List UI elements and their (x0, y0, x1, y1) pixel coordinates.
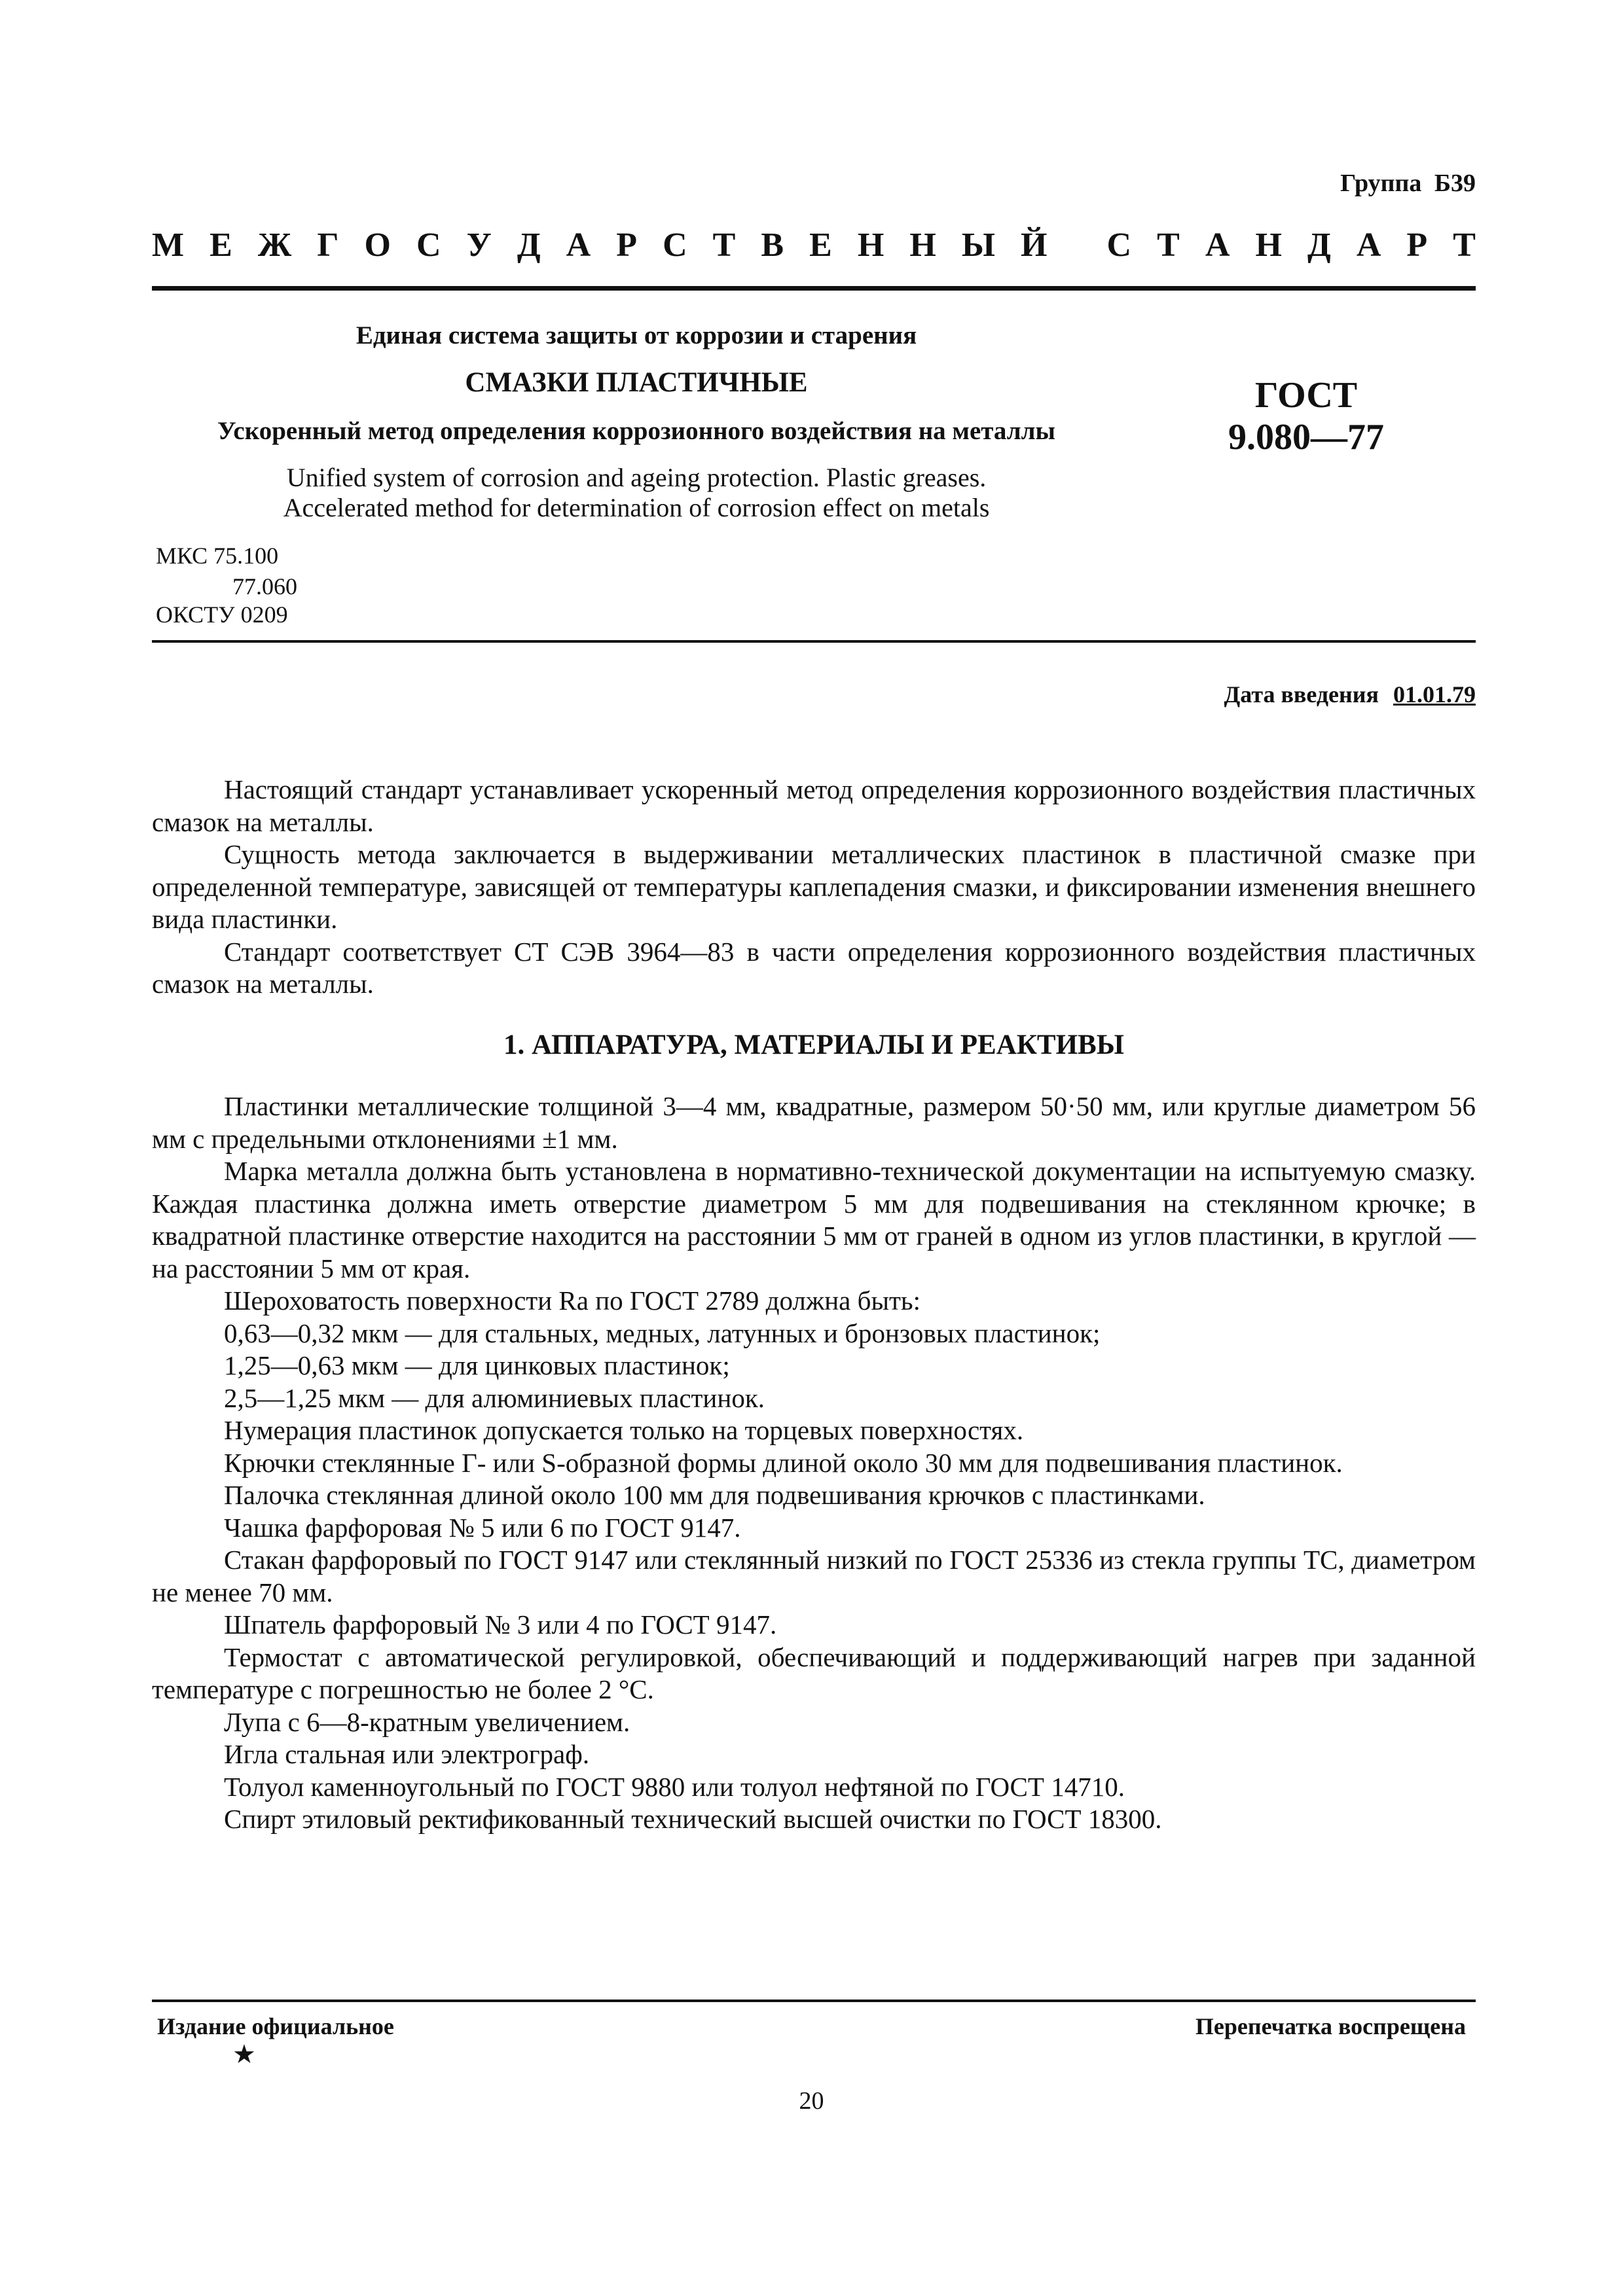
gost-label: ГОСТ (1254, 375, 1358, 416)
banner-letter: Д (1307, 226, 1331, 264)
section-1-body (152, 1090, 1476, 1836)
banner-letter: Г (317, 226, 339, 264)
star-icon: ★ (232, 2039, 256, 2069)
body-paragraph: Шпатель фарфоровый № 3 или 4 по ГОСТ 9147. (224, 1609, 777, 1640)
body-paragraph: Спирт этиловый ректификованный технический высшей очистки по ГОСТ 18300. (224, 1804, 1162, 1835)
banner-letter: Т (712, 226, 736, 264)
top-rule (152, 286, 1476, 291)
section-1-heading: 1. АППАРАТУРА, МАТЕРИАЛЫ И РЕАКТИВЫ (503, 1029, 1124, 1060)
okstu-code: ОКСТУ 0209 (156, 601, 288, 628)
header-bottom-rule (152, 640, 1476, 643)
document-body (152, 774, 1476, 1836)
introduction-date (1224, 681, 1476, 708)
body-paragraph: Крючки стеклянные Г- или S-образной формы длиной около 30 мм для подвешивания пластинок. (224, 1447, 1343, 1478)
body-paragraph: Настоящий стандарт устанавливает ускоренный метод определения коррозионного воздействия пластичных смазок на металлы. (152, 774, 1476, 837)
body-paragraph: Лупа с 6—8-кратным увеличением. (224, 1706, 630, 1737)
banner-letter: В (761, 226, 784, 264)
body-paragraph: Сущность метода заключается в выдерживании металлических пластинок в пластичной смазке при определенной температуре, зависящей от температуры каплепадения смазки, и фиксировании изменения внешнего вида пластинки. (152, 839, 1476, 934)
banner-letter: Р (616, 226, 638, 264)
banner-letter: С (663, 226, 687, 264)
banner-letter: У (466, 226, 492, 264)
banner-letter: А (1205, 226, 1230, 264)
gost-number: 9.080—77 (1228, 417, 1384, 457)
intro-section (152, 774, 1476, 1001)
standard-banner (152, 226, 1476, 264)
main-title: СМАЗКИ ПЛАСТИЧНЫЕ (465, 367, 808, 398)
method-title: Ускоренный метод определения коррозионного воздействия на металлы (217, 417, 1055, 445)
body-paragraph: 0,63—0,32 мкм — для стальных, медных, латунных и бронзовых пластинок; (224, 1318, 1101, 1348)
introduction-date-label: Дата введения (1224, 681, 1379, 708)
page-number: 20 (799, 2087, 824, 2115)
banner-letter: С (1106, 226, 1132, 264)
body-paragraph: Стандарт соответствует СТ СЭВ 3964—83 в части определения коррозионного воздействия пластичных смазок на металлы. (152, 936, 1476, 999)
banner-letter: Е (809, 226, 832, 264)
body-paragraph: Шероховатость поверхности Ra по ГОСТ 2789 должна быть: (224, 1285, 921, 1316)
banner-letter (1072, 226, 1081, 264)
body-paragraph: 1,25—0,63 мкм — для цинковых пластинок; (224, 1350, 730, 1381)
body-paragraph: Палочка стеклянная длиной около 100 мм для подвешивания крючков с пластинками. (224, 1480, 1205, 1511)
banner-letter: А (1356, 226, 1381, 264)
body-paragraph: Пластинки металлические толщиной 3—4 мм, квадратные, размером 50·50 мм, или круглые диаметром 56 мм с предельными отклонениями ±1 мм. (152, 1091, 1476, 1154)
banner-letter: Ы (961, 226, 995, 264)
edition-note: Издание официальное (157, 2013, 394, 2039)
body-paragraph: Чашка фарфоровая № 5 или 6 по ГОСТ 9147. (224, 1512, 741, 1543)
reprint-note: Перепечатка воспрещена (1195, 2013, 1466, 2039)
banner-letter: О (364, 226, 391, 264)
banner-letter: Н (1255, 226, 1282, 264)
body-paragraph: Нумерация пластинок допускается только на торцевых поверхностях. (224, 1415, 1024, 1446)
body-paragraph: 2,5—1,25 мкм — для алюминиевых пластинок. (224, 1382, 765, 1413)
banner-letter: Е (210, 226, 232, 264)
banner-letter: А (566, 226, 591, 264)
mks-code-1: МКС 75.100 (156, 543, 279, 569)
introduction-date-value: 01.01.79 (1393, 681, 1476, 708)
banner-letter: Й (1020, 226, 1048, 264)
banner-letter: Н (909, 226, 936, 264)
body-paragraph: Толуол каменноугольный по ГОСТ 9880 или толуол нефтяной по ГОСТ 14710. (224, 1771, 1125, 1802)
banner-letter: Ж (257, 226, 292, 264)
system-title: Единая система защиты от коррозии и старения (356, 321, 917, 350)
banner-letter: Т (1453, 226, 1476, 264)
mks-code-2: 77.060 (232, 573, 297, 600)
banner-letter: Н (857, 226, 884, 264)
banner-letter: С (416, 226, 441, 264)
banner-letter: М (152, 226, 185, 264)
group-code: Группа Б39 (1340, 170, 1476, 197)
body-paragraph: Стакан фарфоровый по ГОСТ 9147 или стеклянный низкий по ГОСТ 25336 из стекла группы ТС, диаметром не менее 70 мм. (152, 1545, 1476, 1607)
banner-letter: Д (517, 226, 541, 264)
banner-letter: Т (1157, 226, 1180, 264)
english-title-line-2: Accelerated method for determination of corrosion effect on metals (283, 493, 990, 522)
body-paragraph: Термостат с автоматической регулировкой, обеспечивающий и поддерживающий нагрев при заданной температуре с погрешностью не более 2 °С. (152, 1641, 1476, 1705)
body-paragraph: Игла стальная или электрограф. (224, 1739, 590, 1770)
footer-rule (152, 2000, 1476, 2002)
english-title-line-1: Unified system of corrosion and ageing protection. Plastic greases. (286, 463, 987, 492)
body-paragraph: Марка металла должна быть установлена в нормативно-технической документации на испытуемую смазку. Каждая пластинка должна иметь отверстие диаметром 5 мм для подвешивания на стеклянном крючке; в квадратной пластинке отверстие находится на расстоянии 5 мм от граней в одном из углов пластинки, в круглой — на расстоянии 5 мм от края. (152, 1156, 1476, 1283)
banner-letter: Р (1406, 226, 1428, 264)
